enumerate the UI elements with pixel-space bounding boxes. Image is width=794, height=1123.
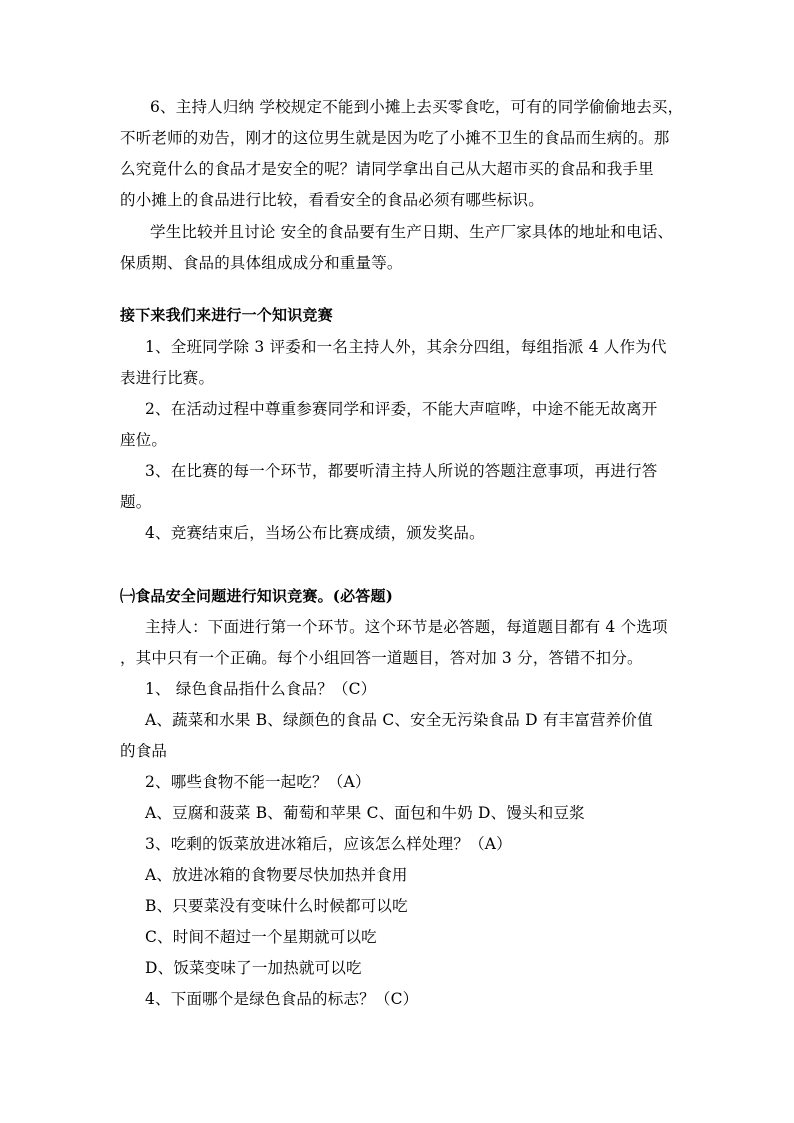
question: 2、哪些食物不能一起吃？（A） <box>145 773 371 791</box>
rule-line: 座位。 <box>120 431 168 449</box>
host-line: 主持人：下面进行第一个环节。这个环节是必答题，每道题目都有 4 个选项 <box>145 618 668 636</box>
rule-line: 4、竞赛结束后，当场公布比赛成绩，颁发奖品。 <box>145 524 485 542</box>
question: 4、下面哪个是绿色食品的标志？（C） <box>145 990 419 1008</box>
paragraph-line: 保质期、食品的具体组成成分和重量等。 <box>120 254 403 272</box>
rule-line: 2、在活动过程中尊重参赛同学和评委，不能大声喧哗，中途不能无故离开 <box>145 400 658 418</box>
paragraph-line: 学生比较并且讨论 安全的食品要有生产日期、生产厂家具体的地址和电话、 <box>150 223 674 241</box>
host-line: ，其中只有一个正确。每个小组回答一道题目，答对加 3 分，答错不扣分。 <box>120 649 643 667</box>
paragraph-line: 的小摊上的食品进行比较，看看安全的食品必须有哪些标识。 <box>120 191 544 209</box>
question-option: A、放进冰箱的食物要尽快加热并食用 <box>145 866 408 884</box>
rule-line: 3、在比赛的每一个环节，都要听清主持人所说的答题注意事项，再进行答 <box>145 462 658 480</box>
question: 1、 绿色食品指什么食品？（C） <box>145 680 377 698</box>
paragraph-line: 6、主持人归纳 学校规定不能到小摊上去买零食吃，可有的同学偷偷地去买， <box>150 98 684 116</box>
question-option: A、蔬菜和水果 B、绿颜色的食品 C、安全无污染食品 D 有丰富营养价值 <box>145 711 653 729</box>
question-option: A、豆腐和菠菜 B、葡萄和苹果 C、面包和牛奶 D、馒头和豆浆 <box>145 804 585 822</box>
question-option: D、饭菜变味了一加热就可以吃 <box>145 959 362 977</box>
section-heading: 接下来我们来进行一个知识竞赛 <box>120 306 333 324</box>
rule-line: 1、全班同学除 3 评委和一名主持人外，其余分四组，每组指派 4 人作为代 <box>145 338 667 356</box>
rule-line: 表进行比赛。 <box>120 369 215 387</box>
question-option: B、只要菜没有变味什么时候都可以吃 <box>145 897 408 915</box>
paragraph-line: 么究竟什么的食品才是安全的呢？请同学拿出自己从大超市买的食品和我手里 <box>120 160 654 178</box>
question-option: 的食品 <box>120 742 168 760</box>
rule-line: 题。 <box>120 493 152 511</box>
question: 3、吃剩的饭菜放进冰箱后，应该怎么样处理？（A） <box>145 835 512 853</box>
paragraph-line: 不听老师的劝告，刚才的这位男生就是因为吃了小摊不卫生的食品而生病的。那 <box>120 129 670 147</box>
section-heading: ㈠食品安全问题进行知识竞赛。(必答题) <box>120 587 393 605</box>
question-option: C、时间不超过一个星期就可以吃 <box>145 928 377 946</box>
